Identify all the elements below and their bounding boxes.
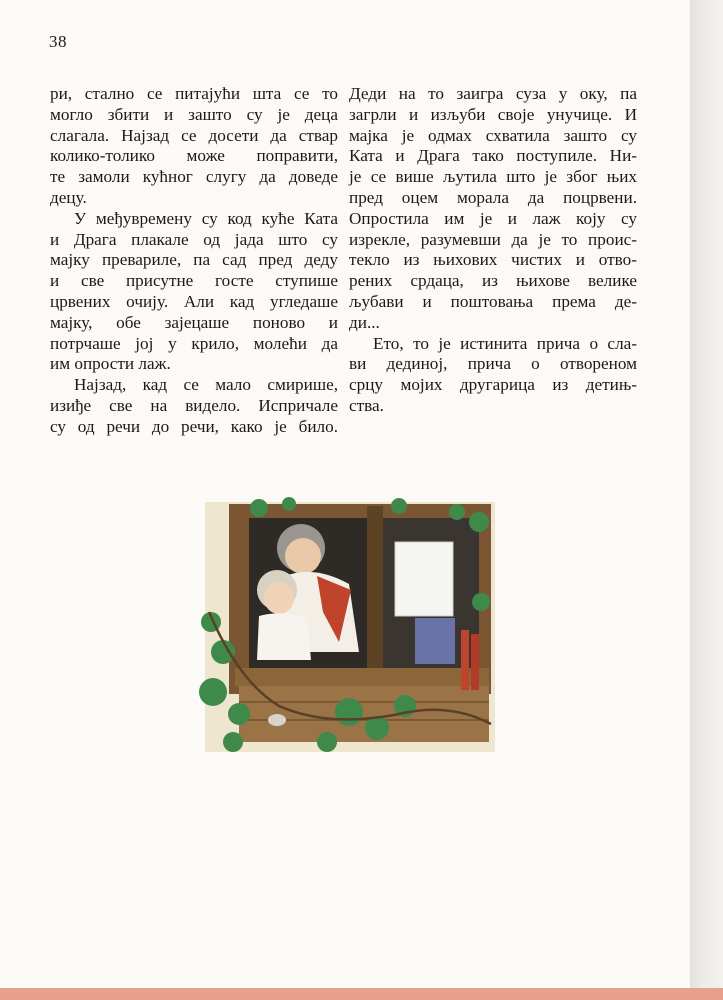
wall-boards <box>239 686 489 742</box>
paragraph <box>50 84 338 209</box>
page-edge <box>690 0 723 988</box>
left-column <box>50 84 338 438</box>
ivy-leaf <box>199 678 227 706</box>
bird <box>268 714 286 726</box>
text-line: Ето, то је истинита прича о сла- <box>373 333 637 353</box>
ivy-leaf <box>472 593 490 611</box>
grandmother-face <box>285 538 321 574</box>
text-line: могло збити и зашто су је деца <box>50 104 338 124</box>
text-line: слагала. Најзад се досети да ствар <box>50 125 338 145</box>
text-line: ри, стално се питајући шта се то <box>50 84 338 103</box>
window-sill <box>235 668 489 686</box>
text-line: и Драга плакале од јада што су <box>50 229 338 249</box>
text-line: срцу мојих другарица из детињ- <box>349 375 637 395</box>
text-line: пред оцем морала да поцрвени. <box>349 187 637 207</box>
text-line: мајку превариле, па сад пред дедy <box>50 250 338 270</box>
text-line: изиђе све на видело. Испричале <box>50 395 338 415</box>
ivy-leaf <box>250 499 268 517</box>
ivy-leaf <box>449 504 465 520</box>
text-line: Опростила им је и лаж коју су <box>349 208 637 228</box>
text-line: ди... <box>349 312 380 332</box>
hanging-apron <box>415 618 455 664</box>
text-line: У међувремену су код куће Ката <box>74 208 338 228</box>
window-illustration <box>199 492 499 777</box>
text-line: те замоли кућног слугу да доведе <box>50 167 338 187</box>
ivy-leaf <box>223 732 243 752</box>
text-line: потрчаше јој у крило, молећи да <box>50 333 338 353</box>
text-line: ви дединој, прича о отвореном <box>349 354 637 374</box>
ivy-leaf <box>469 512 489 532</box>
text-line: рених срдаца, из њихове велике <box>349 271 637 291</box>
ivy-leaf <box>228 703 250 725</box>
text-line: црвених очију. Али кад угледаше <box>50 291 338 311</box>
ivy-leaf <box>282 497 296 511</box>
paragraph <box>50 209 338 375</box>
text-line: љубави и поштовања према де- <box>349 291 637 311</box>
text-line: текло из њихових чистих и отво- <box>349 250 637 270</box>
paragraph <box>349 334 637 417</box>
text-line: Ката и Драга тако поступиле. Ни- <box>349 146 637 166</box>
page-number: 38 <box>49 32 67 51</box>
girl-dress <box>257 613 311 660</box>
text-line: и све присутне госте ступише <box>50 271 338 291</box>
window-mullion <box>367 506 383 696</box>
text-line: загрли и изљуби своје унучице. И <box>349 104 637 124</box>
ivy-leaf <box>335 698 363 726</box>
text-line: мајку, обе зајецаше поново и <box>50 312 338 332</box>
girl-face <box>264 582 294 614</box>
hanging-red-cloth <box>461 630 469 690</box>
hanging-laundry <box>395 542 453 616</box>
text-line: мајка је одмах схватила зашто су <box>349 125 637 145</box>
ivy-leaf <box>391 498 407 514</box>
text-line: изрекле, разумевши да је то проис- <box>349 229 637 249</box>
paragraph <box>349 84 637 334</box>
text-line: је се више љутила што је због њих <box>349 167 637 187</box>
text-line: им опрости лаж. <box>50 354 171 374</box>
right-column <box>349 84 637 417</box>
bottom-strip <box>0 988 723 1000</box>
text-line: децу. <box>50 187 87 207</box>
text-line: су од речи до речи, како је било. <box>50 416 338 436</box>
text-line: Деди на то заигра суза у оку, па <box>349 84 637 103</box>
hanging-red-cloth <box>471 634 479 690</box>
paragraph <box>50 375 338 437</box>
text-line: Најзад, кад се мало смирише, <box>74 375 338 395</box>
text-line: колико-толико може поправити, <box>50 146 338 166</box>
ivy-leaf <box>317 732 337 752</box>
text-line: ства. <box>349 395 384 415</box>
